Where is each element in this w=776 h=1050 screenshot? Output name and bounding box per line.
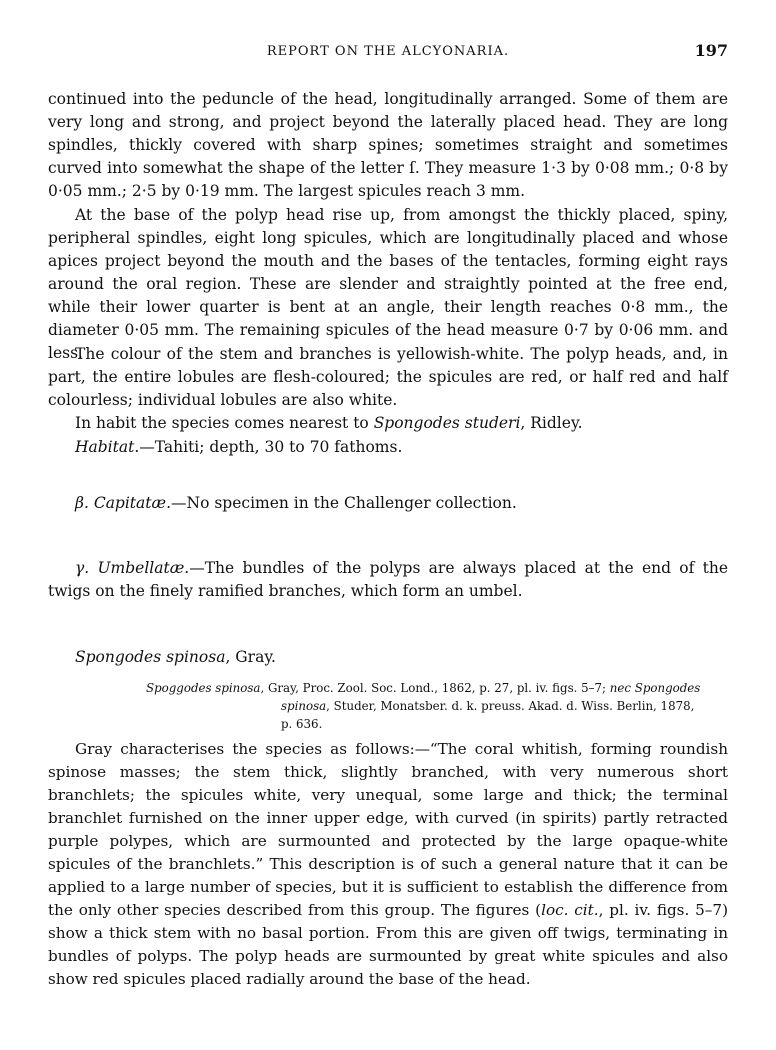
section-capitatae [75, 492, 725, 515]
synonymy-citation [146, 679, 726, 733]
citation-line-2 [146, 697, 726, 715]
citation-line-1 [146, 679, 726, 697]
umbellatae-marker: γ. [75, 559, 90, 577]
capitatae-text: —No specimen in the Challenger collection. [171, 494, 517, 512]
gray-text: Gray characterises the species as follows:—“The coral whitish, forming roundish spinose masses; the stem thick, slightly branched, with very numerous short branchlets; the spicules white, very unequal, some large and thick; the terminal branchlet furnished on the inner upper edge, with curved (in spirits) partly retracted purple polypes, which are surmounted and protected by the large opaque-white spicules of the branchlets.” This description is of such a general nature that it can be applied to a large number of species, but it is sufficient to establish the difference from the only other species described from this group. The figures ( [48, 740, 728, 919]
section-umbellatae [48, 557, 728, 603]
citation-nec: nec Spongodes [609, 681, 701, 695]
loc-cit: loc. cit. [541, 901, 599, 919]
species-author: , Gray. [225, 648, 276, 666]
paragraph-polyp-head: At the base of the polyp head rise up, from amongst the thickly placed, spiny, peripheral spindles, eight long spicules, which are longitudinally placed and whose apices project beyond the mouth and the bases of the tentacles, forming eight rays around the oral region. These are slender and straightly pointed at the free end, while their lower quarter is bent at an angle, their length reaches 0·8 mm., the diameter 0·05 mm. The remaining spicules of the head measure 0·7 by 0·06 mm. and less. [48, 206, 728, 362]
citation-synonym: Spoggodes spinosa [146, 681, 261, 695]
habitat-label: Habitat. [75, 438, 140, 456]
paragraph-habitat [48, 436, 728, 459]
habit-text: In habit the species comes nearest to [75, 414, 374, 432]
capitatae-marker: β. [75, 494, 89, 512]
capitatae-label: Capitatæ. [93, 494, 172, 512]
paragraph-continued: continued into the peduncle of the head, longitudinally arranged. Some of them are very long and strong, and project beyond the laterally placed head. They are long spindles, thickly covered with sharp spines; sometimes straight and sometimes curved into somewhat the shape of the letter ſ. They measure 1·3 by 0·08 mm.; 0·8 by 0·05 mm.; 2·5 by 0·19 mm. The largest spicules reach 3 mm. [48, 90, 728, 200]
habit-author: , Ridley. [520, 414, 583, 432]
species-reference: Spongodes studeri [373, 414, 521, 432]
umbellatae-label: Umbellatæ. [97, 559, 190, 577]
citation-reference-2: , Studer, Monatsber. d. k. preuss. Akad. d. Wiss. Berlin, 1878, [326, 699, 695, 713]
running-title: REPORT ON THE ALCYONARIA. [266, 44, 510, 59]
species-name: Spongodes spinosa [75, 648, 226, 666]
page-number: 197 [694, 41, 728, 60]
citation-reference: , Gray, Proc. Zool. Soc. Lond., 1862, p. 27, pl. iv. figs. 5–7; [260, 681, 610, 695]
citation-line-3: p. 636. [281, 717, 323, 731]
citation-synonym-2: spinosa [281, 699, 327, 713]
paragraph-habit [48, 412, 728, 435]
paragraph-colour: The colour of the stem and branches is yellowish-white. The polyp heads, and, in part, the entire lobules are flesh-coloured; the spicules are red, or half red and half colourless; individual lobules are also white. [48, 345, 728, 409]
page-header [48, 41, 728, 68]
paragraph-gray-description [48, 738, 728, 991]
umbellatae-text: —The bundles of the polyps are always placed at the end of the twigs on the finely ramified branches, which form an umbel. [48, 559, 728, 600]
gray-text-end: , pl. iv. figs. 5–7) show a thick stem with no basal portion. From this are given off twigs, terminating in bundles of polyps. The polyp heads are surmounted by great white spicules and also show red spicules placed radially around the base of the head. [48, 901, 728, 988]
species-heading [75, 646, 725, 669]
habitat-text: —Tahiti; depth, 30 to 70 fathoms. [139, 438, 403, 456]
